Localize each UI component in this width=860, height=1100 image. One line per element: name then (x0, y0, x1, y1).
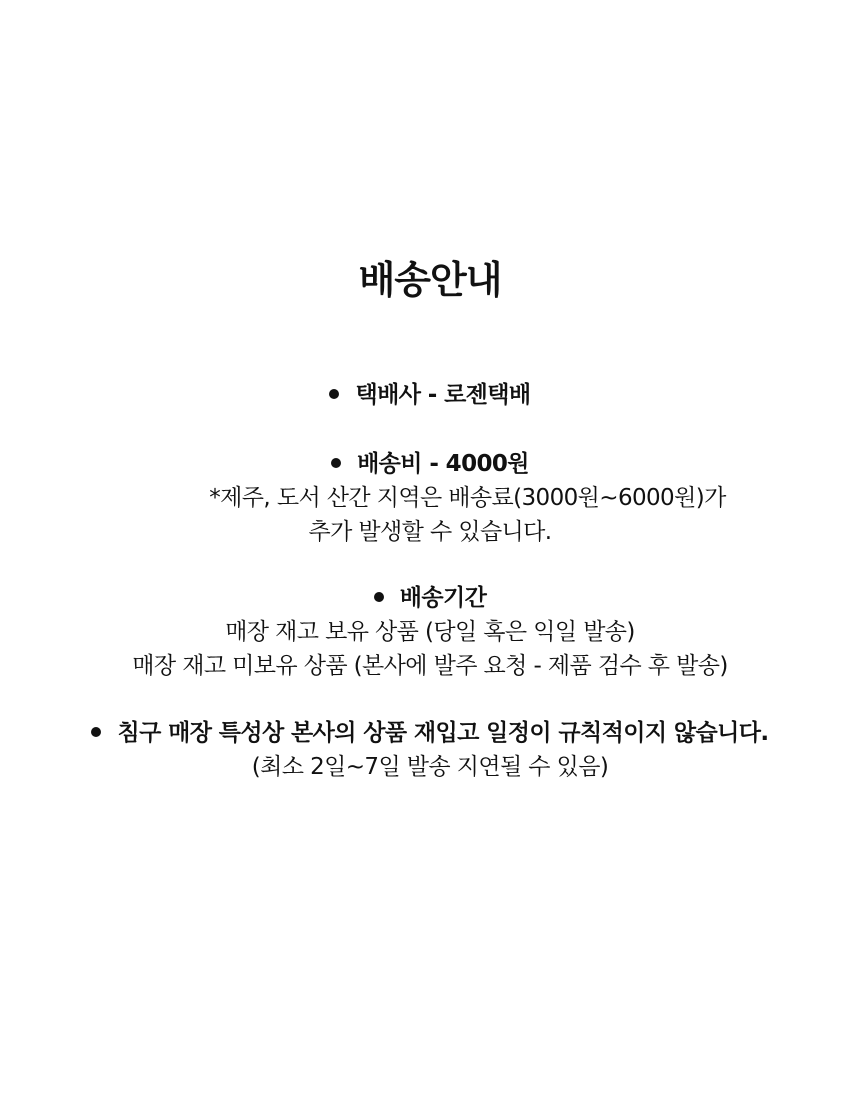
bullet-icon (374, 592, 384, 602)
bullet-icon (329, 389, 339, 399)
shipping-fee-note-line-1: *제주, 도서 산간 지역은 배송료(3000원~6000원)가 (209, 485, 726, 511)
shipping-fee-heading-text: 배송비 - 4000원 (357, 451, 529, 477)
shipping-fee-section (0, 447, 860, 549)
page-title: 배송안내 (358, 258, 502, 302)
delivery-period-heading-text: 배송기간 (399, 585, 487, 611)
restock-notice-heading-text: 침구 매장 특성상 본사의 상품 재입고 일정이 규칙적이지 않습니다. (117, 720, 769, 746)
bullet-icon (91, 727, 101, 737)
courier-heading-text: 택배사 - 로젠택배 (355, 382, 531, 408)
courier-heading (0, 378, 860, 412)
in-stock-delivery-line: 매장 재고 보유 상품 (당일 혹은 익일 발송) (225, 619, 635, 645)
delivery-period-section (0, 581, 860, 683)
delivery-period-heading (0, 581, 860, 615)
shipping-fee-heading (0, 447, 860, 481)
shipping-fee-note-line-2: 추가 발생할 수 있습니다. (308, 519, 552, 545)
restock-notice-section (0, 716, 860, 784)
bullet-icon (331, 458, 341, 468)
restock-delay-note: (최소 2일~7일 발송 지연될 수 있음) (251, 754, 609, 780)
restock-notice-heading (0, 716, 860, 750)
courier-section (0, 378, 860, 412)
out-of-stock-delivery-line: 매장 재고 미보유 상품 (본사에 발주 요청 - 제품 검수 후 발송) (132, 653, 728, 679)
